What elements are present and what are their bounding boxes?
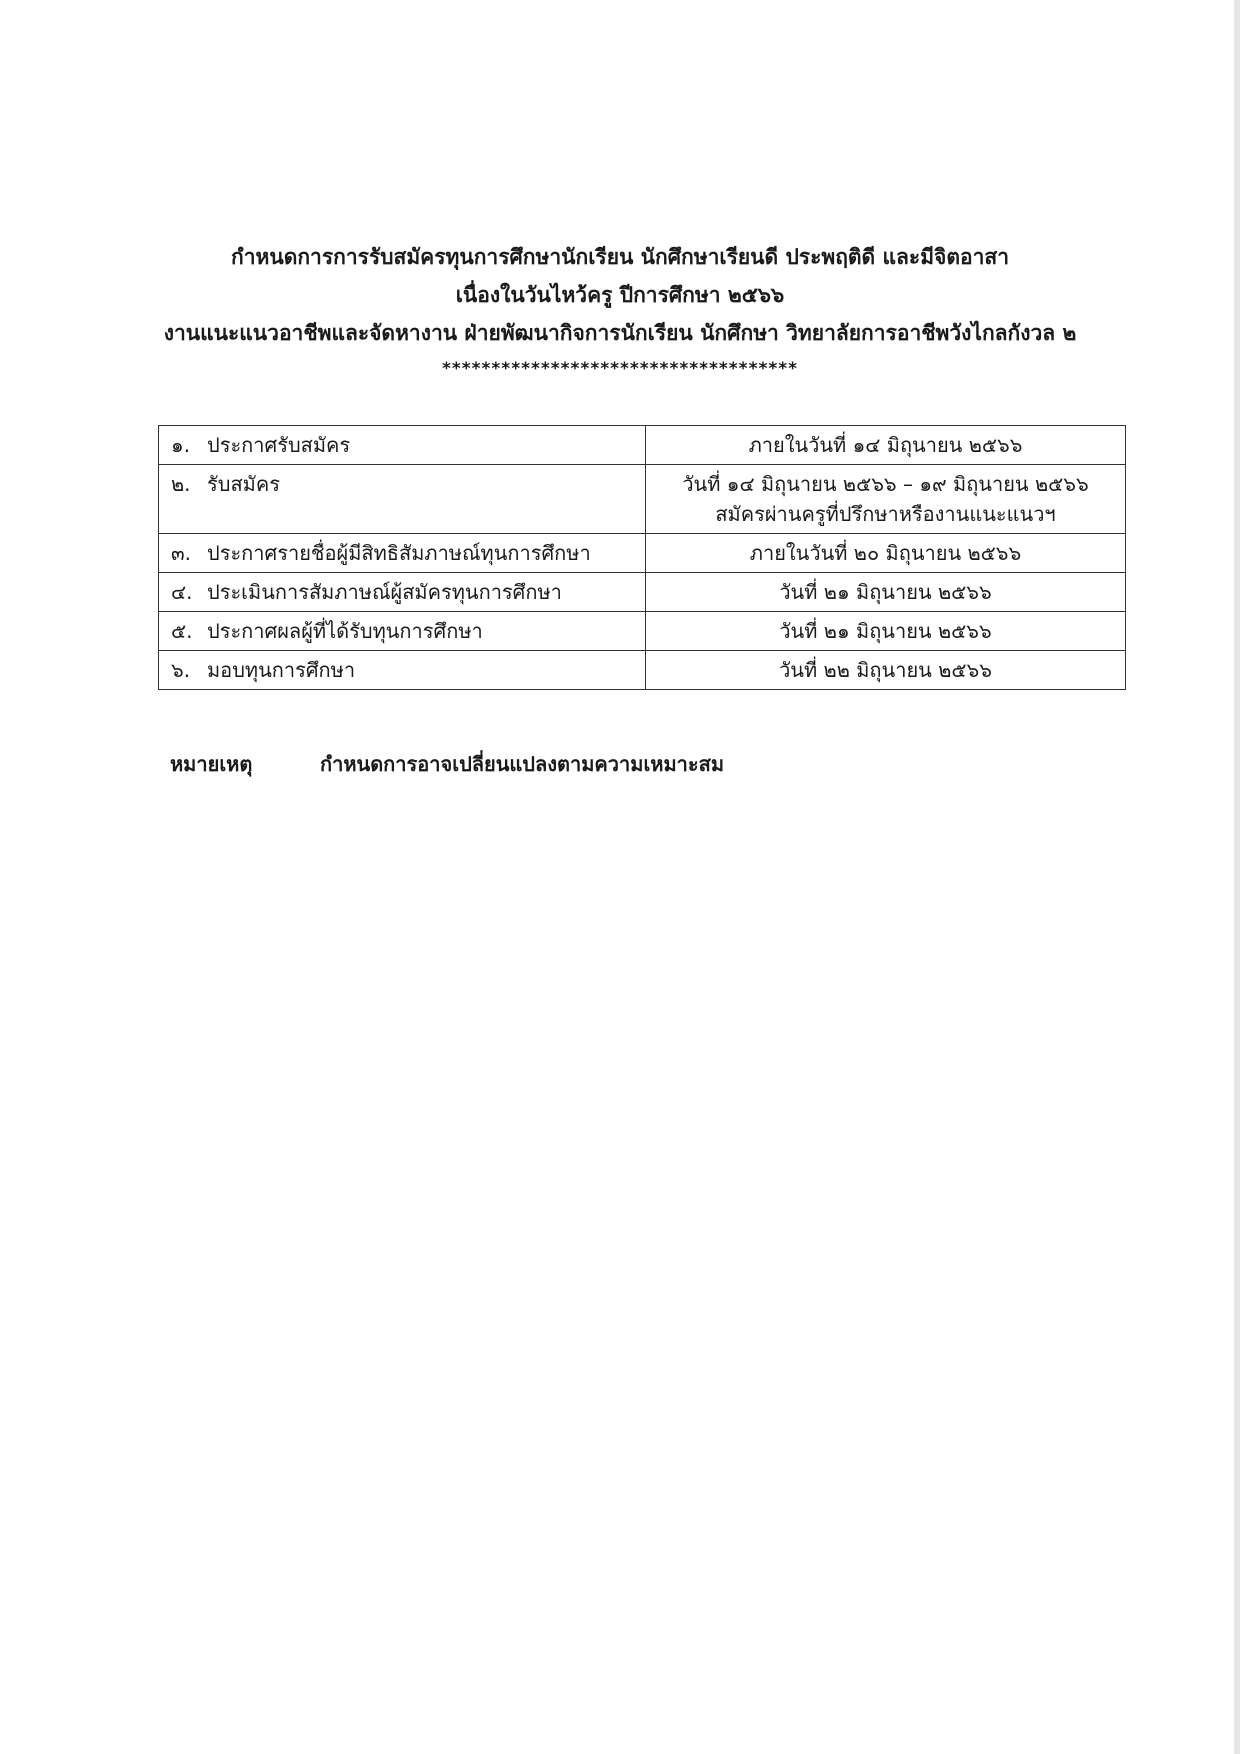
table-row — [159, 465, 1126, 534]
step-label: ประกาศรับสมัคร — [207, 433, 351, 457]
date-cell — [646, 426, 1126, 465]
date-text: ภายในวันที่ ๒๐ มิถุนายน ๒๕๖๖ — [749, 541, 1022, 565]
date-text: วันที่ ๒๒ มิถุนายน ๒๕๖๖ — [779, 658, 992, 682]
step-cell — [159, 651, 646, 690]
step-number: ๑. — [171, 433, 191, 457]
step-label: มอบทุนการศึกษา — [207, 658, 356, 682]
heading-title: กำหนดการการรับสมัครทุนการศึกษานักเรียน นักศึกษาเรียนดี ประพฤติดี และมีจิตอาสา — [230, 245, 1009, 269]
remark-label: หมายเหตุ — [170, 752, 253, 776]
step-cell — [159, 534, 646, 573]
step-number: ๔. — [171, 580, 193, 604]
step-cell — [159, 465, 646, 534]
step-number: ๕. — [171, 619, 193, 643]
step-number: ๖. — [171, 658, 191, 682]
date-cell — [646, 651, 1126, 690]
table-row — [159, 534, 1126, 573]
heading-department: งานแนะแนวอาชีพและจัดหางาน ฝ่ายพัฒนากิจการนักเรียน นักศึกษา วิทยาลัยการอาชีพวังไกลกังวล ๒ — [163, 321, 1077, 345]
remark-text: กำหนดการอาจเปลี่ยนแปลงตามความเหมาะสม — [320, 752, 725, 776]
schedule-table — [158, 425, 1126, 690]
step-number: ๒. — [171, 472, 191, 496]
step-label: รับสมัคร — [207, 472, 280, 496]
table-row — [159, 426, 1126, 465]
heading-separator: ************************************ — [441, 359, 799, 379]
date-text: ภายในวันที่ ๑๔ มิถุนายน ๒๕๖๖ — [748, 433, 1023, 457]
document-heading — [0, 238, 1240, 380]
step-cell — [159, 612, 646, 651]
date-text: วันที่ ๑๔ มิถุนายน ๒๕๖๖ – ๑๙ มิถุนายน ๒๕๖๖ — [682, 472, 1089, 496]
remark — [170, 748, 724, 780]
step-cell — [159, 573, 646, 612]
step-label: ประกาศรายชื่อผู้มีสิทธิสัมภาษณ์ทุนการศึกษา — [207, 541, 591, 565]
table-row — [159, 651, 1126, 690]
date-text: วันที่ ๒๑ มิถุนายน ๒๕๖๖ — [779, 619, 992, 643]
date-cell — [646, 465, 1126, 534]
date-subtext: สมัครผ่านครูที่ปรึกษาหรืองานแนะแนวฯ — [715, 502, 1056, 526]
date-cell — [646, 612, 1126, 651]
date-cell — [646, 534, 1126, 573]
step-cell — [159, 426, 646, 465]
step-label: ประเมินการสัมภาษณ์ผู้สมัครทุนการศึกษา — [207, 580, 562, 604]
step-number: ๓. — [171, 541, 192, 565]
step-label: ประกาศผลผู้ที่ได้รับทุนการศึกษา — [207, 619, 483, 643]
heading-occasion: เนื่องในวันไหว้ครู ปีการศึกษา ๒๕๖๖ — [455, 283, 785, 307]
date-text: วันที่ ๒๑ มิถุนายน ๒๕๖๖ — [779, 580, 992, 604]
table-row — [159, 573, 1126, 612]
date-cell — [646, 573, 1126, 612]
table-row — [159, 612, 1126, 651]
